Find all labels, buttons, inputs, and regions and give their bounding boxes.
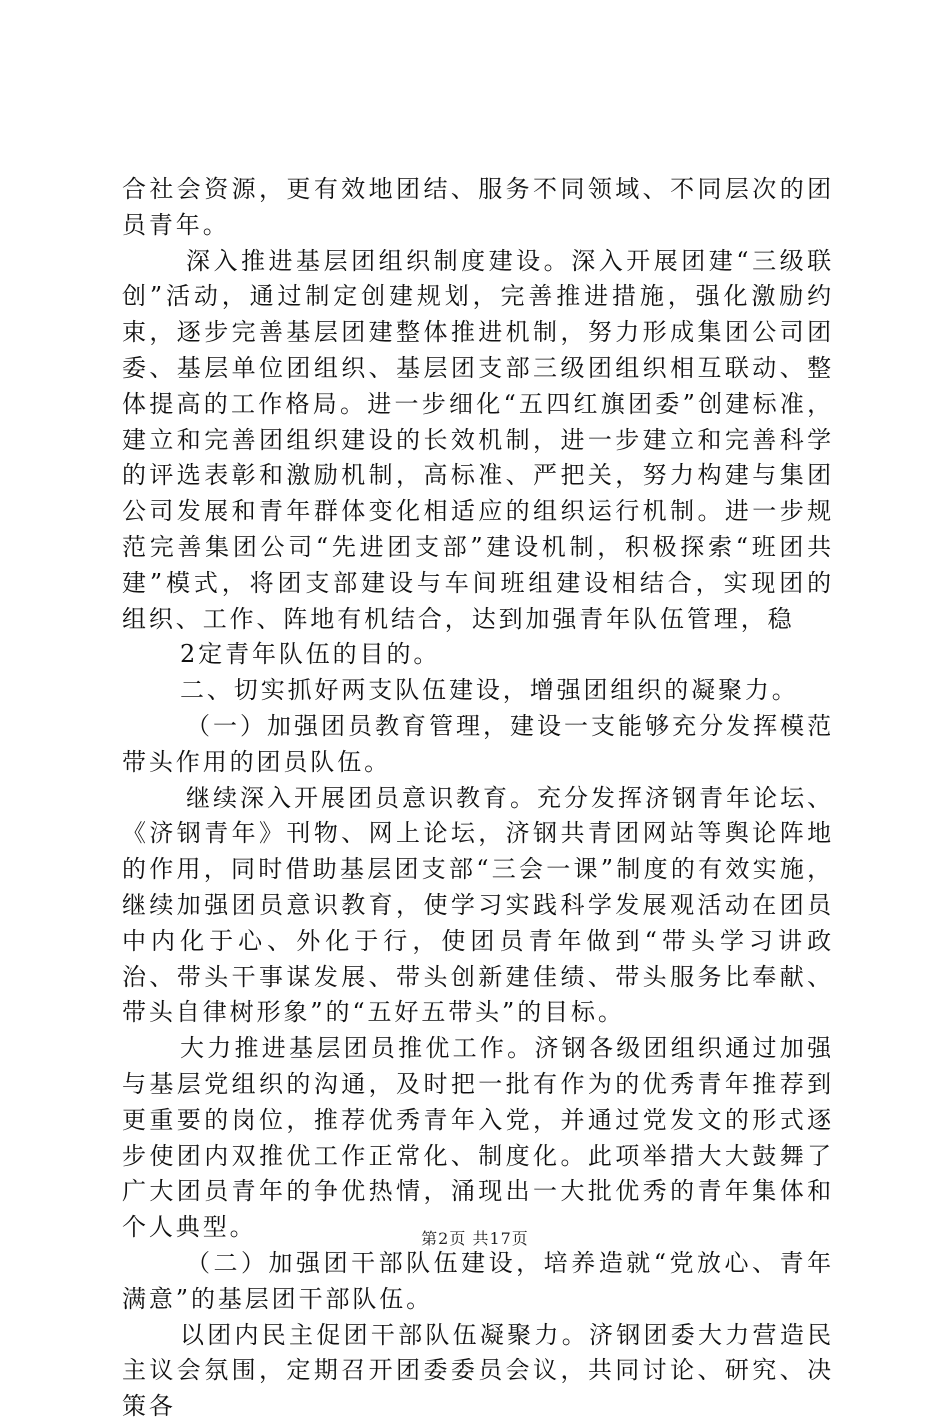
- paragraph-internal-democracy: 以团内民主促团干部队伍凝聚力。济钢团委大力营造民主议会氛围，定期召开团委委员会议，共同讨论、研究、决策各: [122, 1320, 834, 1421]
- paragraph-stabilize-team: 2定青年队伍的目的。: [180, 640, 441, 669]
- paragraph-recommend-excellent: 大力推进基层团员推优工作。济钢各级团组织通过加强与基层党组织的沟通，及时把一批有作为的优秀青年推荐到更重要的岗位，推荐优秀青年入党，并通过党发文的形式逐步使团内双推优工作正常化、制度化。此项举措大大鼓舞了广大团员青年的争优热情，涌现出一大批优秀的青年集体和个人典型。: [122, 1034, 834, 1242]
- paragraph-intro-continuation: 合社会资源，更有效地团结、服务不同领域、不同层次的团员青年。: [122, 175, 834, 239]
- paragraph-member-awareness: 继续深入开展团员意识教育。充分发挥济钢青年论坛、《济钢青年》刊物、网上论坛，济钢共青团网站等舆论阵地的作用，同时借助基层团支部“三会一课”制度的有效实施，继续加强团员意识教育，使学习实践科学发展观活动在团员中内化于心、外化于行，使团员青年做到“带头学习讲政治、带头干事谋发展、带头创新建佳绩、带头服务比奉献、带头自律树形象”的“五好五带头”的目标。: [122, 783, 834, 1027]
- subheading-member-education: （一）加强团员教育管理，建设一支能够充分发挥模范带头作用的团员队伍。: [122, 711, 834, 776]
- paragraph-grassroots-system: 深入推进基层团组织制度建设。深入开展团建“三级联创”活动，通过制定创建规划，完善推进措施，强化激励约束，逐步完善基层团建整体推进机制，努力形成集团公司团委、基层单位团组织、基层团支部三级团组织相互联动、整体提高的工作格局。进一步细化“五四红旗团委”创建标准，建立和完善团组织建设的长效机制，进一步建立和完善科学的评选表彰和激励机制，高标准、严把关，努力构建与集团公司发展和青年群体变化相适应的组织运行机制。进一步规范完善集团公司“先进团支部”建设机制，积极探索“班团共建”模式，将团支部建设与车间班组建设相结合，实现团的组织、工作、阵地有机结合，达到加强青年队伍管理，稳: [122, 246, 834, 633]
- subheading-cadre-team: （二）加强团干部队伍建设，培养造就“党放心、青年满意”的基层团干部队伍。: [122, 1248, 834, 1313]
- section-heading-two-teams: 二、切实抓好两支队伍建设，增强团组织的凝聚力。: [180, 676, 799, 705]
- page-number-footer: 第2页 共17页: [421, 1229, 529, 1248]
